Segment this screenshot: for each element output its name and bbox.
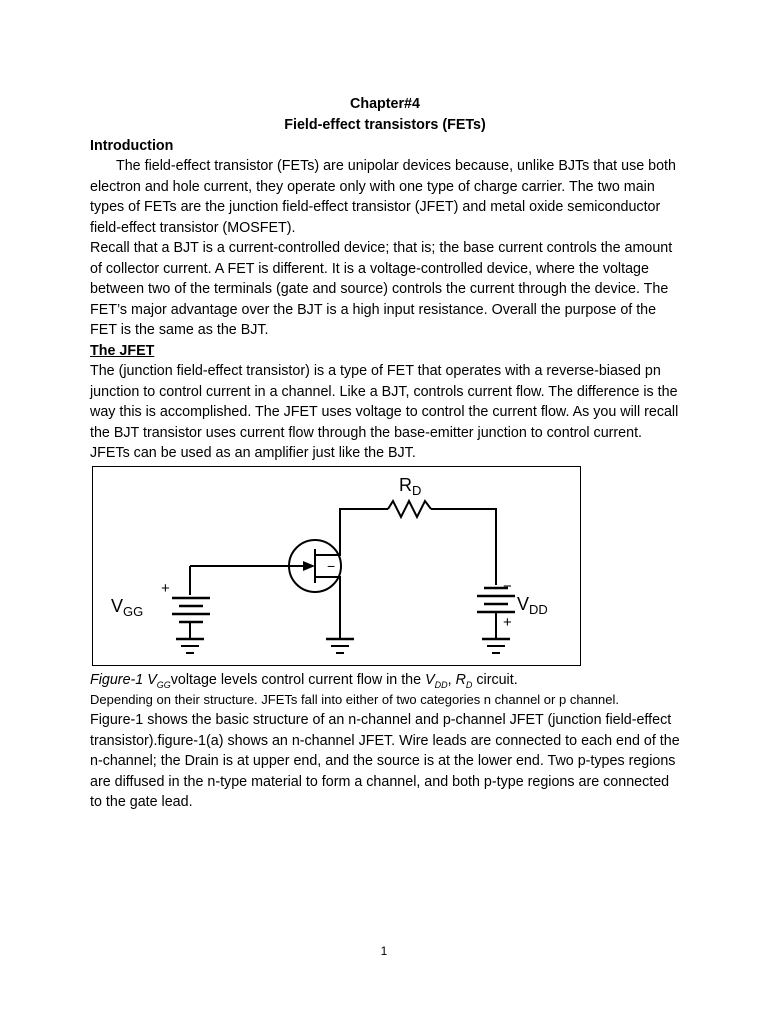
chapter-title: Field-effect transistors (FETs) xyxy=(284,117,486,133)
vdd-label: $V_{DD}$ xyxy=(517,594,548,617)
intro-paragraph-1: The field-effect transistor (FETs) are unipolar devices because, unlike BJTs that use both electron and hole current, they operate only with one type of charge carrier. The two main types of FETs are the junction field-effect transistor (JFET) and metal oxide semiconductor field-effect transistor (MOSFET). xyxy=(90,158,676,236)
rd-label: $R_D$ xyxy=(399,475,422,498)
intro-heading: Introduction xyxy=(90,138,174,154)
structure-note: Depending on their structure. JFETs fall into either of two categories n channel or p channel. xyxy=(90,692,619,707)
jfet-inner-mark: − xyxy=(327,558,336,574)
structure-paragraph: Figure-1 shows the basic structure of an n-channel and p-channel JFET (junction field-effect transistor).figure-1(a) shows an n-channel JFET. Wire leads are connected to each end of the n-channel; the Drain is at upper end, and the source is at the lower end. Two p-types regions are diffused in the n-type material to form a channel, and both p-type regions are connected to the gate lead. xyxy=(90,712,680,810)
gate-arrow xyxy=(303,561,315,571)
circuit-figure xyxy=(92,466,581,666)
jfet-circuit-diagram xyxy=(93,467,579,664)
figure-caption: Figure-1 $V_{GG}voltage$ levels control current flow in the $V_{DD}$, $R_D$ circuit. xyxy=(90,672,518,690)
drain-wire xyxy=(340,509,388,545)
vgg-plus: + xyxy=(161,580,170,597)
source-wire xyxy=(315,577,340,639)
intro-paragraph-2: Recall that a BJT is a current-controlled device; that is; the base current controls the amount of collector current. A FET is different. It is a voltage-controlled device, where the voltage between two of the terminals (gate and source) controls the current through the device. The FET’s major advantage over the BJT is a high input resistance. Overall the purpose of the FET is the same as the BJT. xyxy=(90,240,673,338)
chapter-number: Chapter#4 xyxy=(350,96,420,112)
vgg-label: $V_{GG}$ xyxy=(111,596,144,619)
jfet-paragraph: The (junction field-effect transistor) is a type of FET that operates with a reverse-biased pn junction to control current in a channel. Like a BJT, controls current flow. The difference is the way this is accomplished. The JFET uses voltage to control the current flow. As you will recall the BJT transistor uses current flow through the base-emitter junction to control current. JFETs can be used as an amplifier just like the BJT. xyxy=(90,363,679,461)
vdd-minus: − xyxy=(503,578,512,595)
rd-to-vdd-wire xyxy=(431,509,496,585)
vdd-plus: + xyxy=(503,614,512,631)
page-number: 1 xyxy=(380,944,388,958)
rd-resistor xyxy=(388,501,431,517)
jfet-heading: The JFET xyxy=(90,343,155,359)
